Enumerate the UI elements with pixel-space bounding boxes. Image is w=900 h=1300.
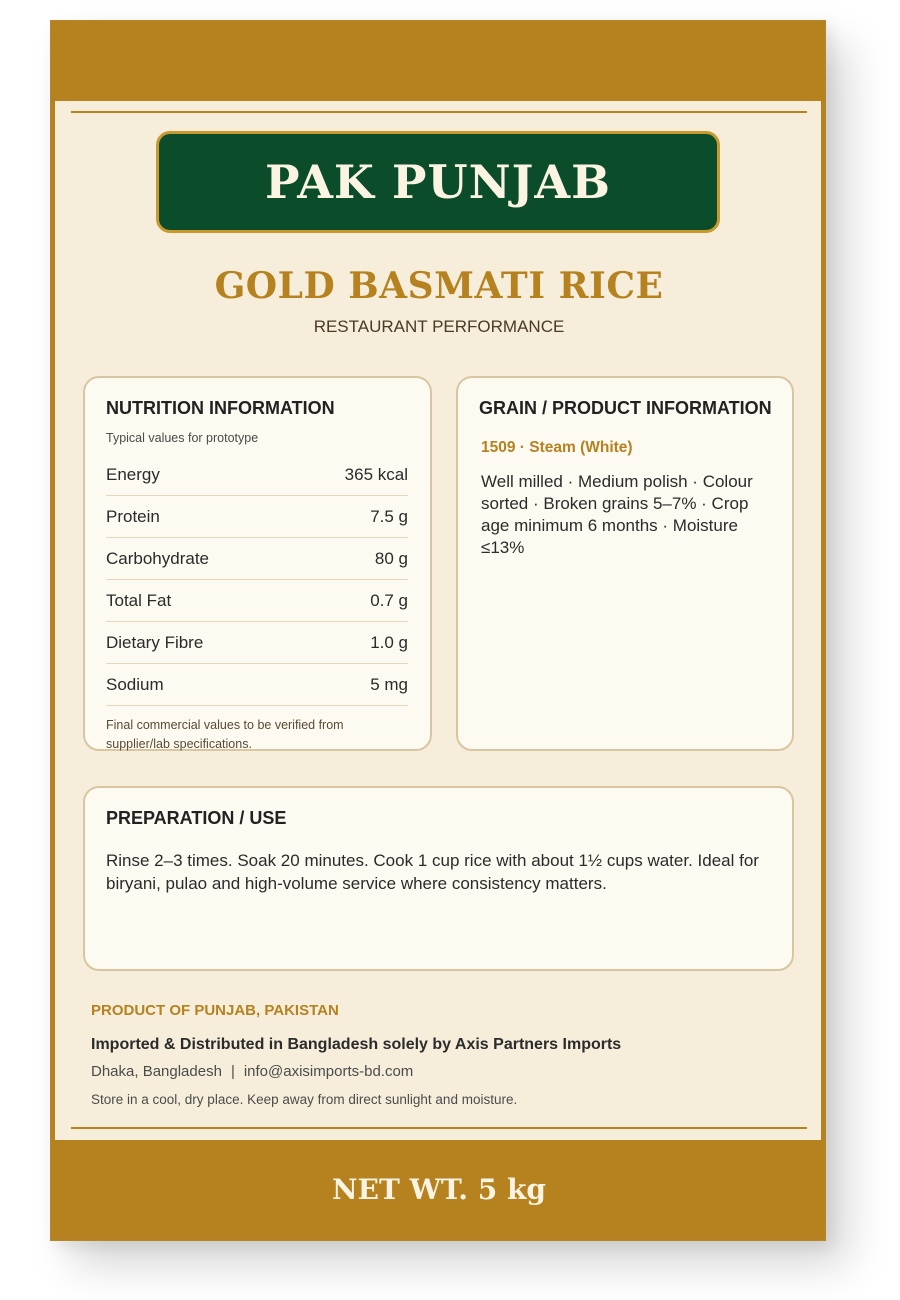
product-subtitle: RESTAURANT PERFORMANCE — [313, 317, 565, 336]
nutrition-row — [106, 538, 408, 580]
nutrition-subtitle: Typical values for prototype — [106, 431, 259, 445]
nutrient-label: Energy — [106, 464, 160, 484]
nutrient-value: 0.7 g — [370, 590, 408, 610]
nutrient-value: 80 g — [374, 548, 408, 568]
origin-text: PRODUCT OF PUNJAB, PAKISTAN — [91, 1002, 339, 1019]
nutrient-value: 1.0 g — [370, 632, 408, 652]
importer-text: Imported & Distributed in Bangladesh solely by Axis Partners Imports — [91, 1036, 622, 1053]
rice-label-card — [50, 20, 826, 1241]
contact-line — [91, 1063, 413, 1080]
city-text: Dhaka, Bangladesh — [91, 1063, 222, 1080]
nutrition-panel — [83, 376, 432, 751]
top-divider — [71, 111, 807, 113]
nutrition-row — [106, 622, 408, 664]
nutrient-label: Total Fat — [106, 590, 172, 610]
preparation-panel — [83, 786, 794, 971]
net-weight: NET WT. 5 kg — [332, 1173, 546, 1206]
nutrition-row — [106, 580, 408, 622]
preparation-title: PREPARATION / USE — [106, 808, 287, 828]
nutrition-row — [106, 664, 408, 706]
brand-name: PAK PUNJAB — [264, 155, 611, 209]
nutrient-label: Carbohydrate — [106, 548, 210, 568]
nutrition-table — [106, 454, 408, 706]
contact-separator: | — [230, 1063, 235, 1080]
nutrient-label: Sodium — [106, 674, 164, 694]
product-name: GOLD BASMATI RICE — [214, 265, 664, 307]
grain-panel — [456, 376, 794, 751]
right-gold-edge — [821, 101, 825, 1141]
grain-variety: 1509 · Steam (White) — [481, 439, 633, 456]
nutrient-value: 5 mg — [370, 674, 408, 694]
left-gold-edge — [51, 101, 55, 1141]
storage-instructions: Store in a cool, dry place. Keep away from direct sunlight and moisture. — [91, 1092, 518, 1107]
nutrient-value: 365 kcal — [344, 464, 408, 484]
nutrition-title: NUTRITION INFORMATION — [106, 398, 335, 418]
grain-title: GRAIN / PRODUCT INFORMATION — [479, 398, 772, 418]
brand-banner — [156, 131, 720, 233]
top-gold-band — [51, 21, 826, 101]
nutrient-label: Protein — [106, 506, 160, 526]
nutrient-value: 7.5 g — [370, 506, 408, 526]
preparation-text: Rinse 2–3 times. Soak 20 minutes. Cook 1 cup rice with about 1½ cups water. Ideal for biryani, pulao and high-volume service where consistency matters. — [106, 851, 759, 893]
nutrition-footnote: Final commercial values to be verified from supplier/lab specifications. — [106, 718, 344, 751]
email-text: info@axisimports-bd.com — [243, 1063, 414, 1080]
grain-description: Well milled · Medium polish · Colour sorted · Broken grains 5–7% · Crop age minimum 6 months · Moisture ≤13% — [481, 472, 753, 557]
nutrition-row — [106, 496, 408, 538]
nutrition-row — [106, 454, 408, 496]
bottom-divider — [71, 1127, 807, 1129]
nutrient-label: Dietary Fibre — [106, 632, 204, 652]
